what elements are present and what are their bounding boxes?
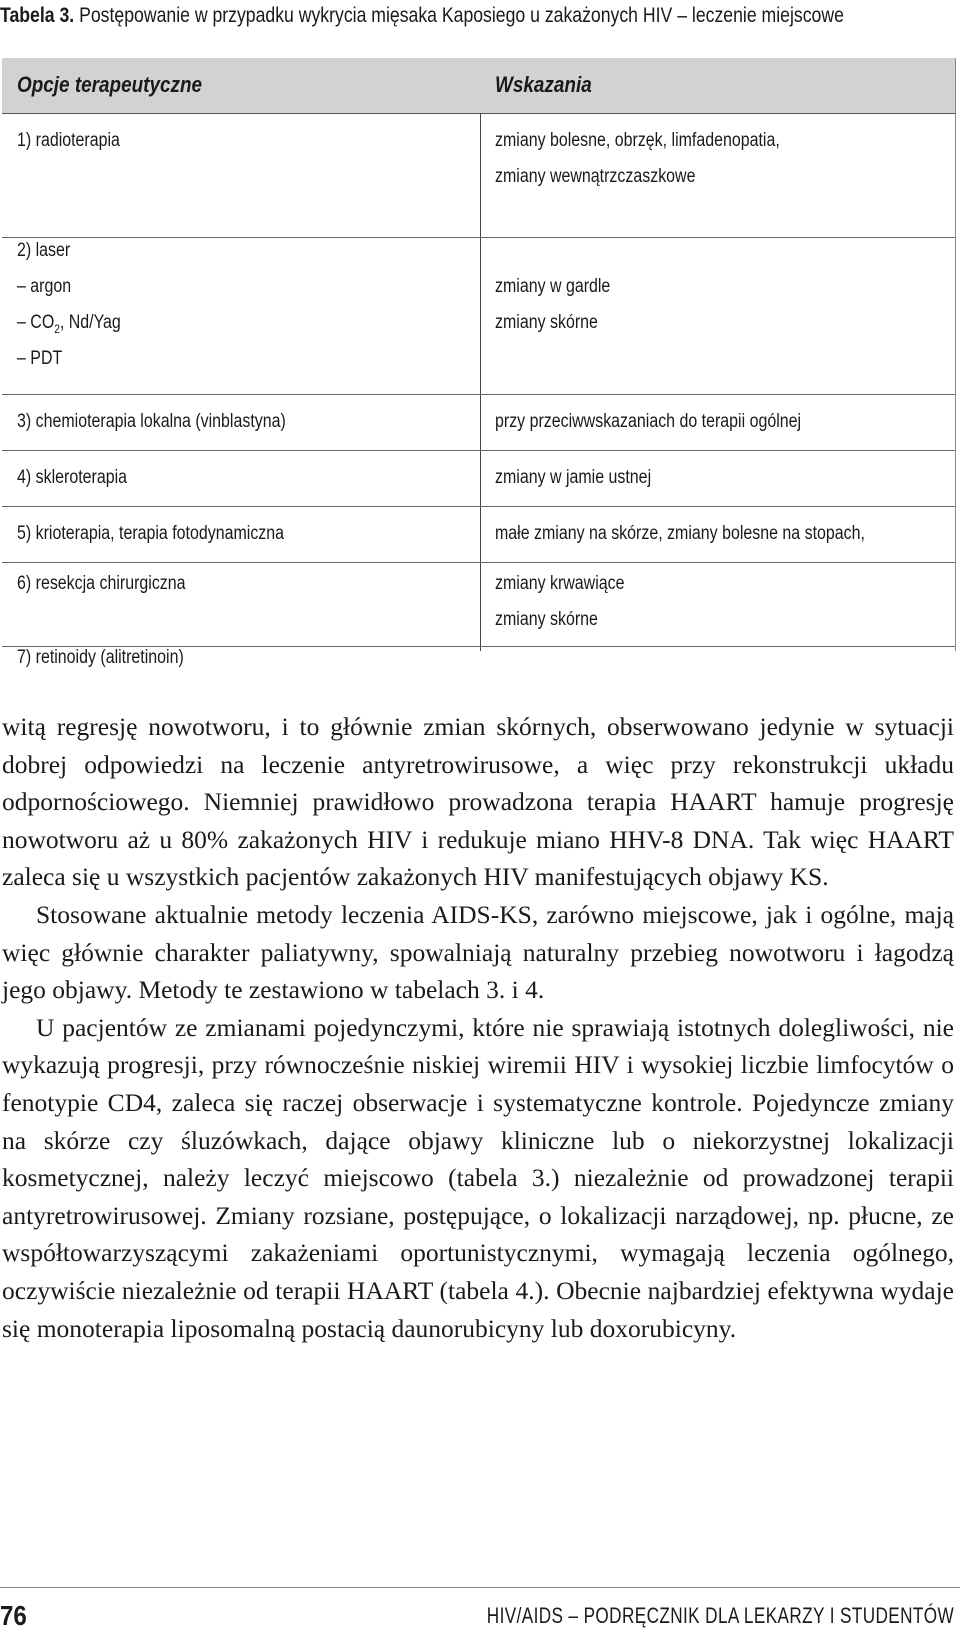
page-number: 76 — [0, 1600, 27, 1631]
table-caption-text: Postępowanie w przypadku wykrycia mięsaka Kaposiego u zakażonych HIV – leczenie miejscowe — [79, 4, 844, 27]
indication-cell: zmiany w jamie ustnej — [495, 467, 652, 488]
body-text — [2, 708, 954, 1347]
indication-cell: zmiany krwawiące zmiany skórne — [495, 573, 625, 630]
option-cell: 5) krioterapia, terapia fotodynamiczna — [17, 523, 285, 544]
option-cell: 2) laser – argon – $CO_2$, Nd/Yag – PDT — [17, 240, 121, 369]
treatment-table — [2, 58, 955, 668]
option-cell: 7) retinoidy (alitretinoin) — [17, 647, 184, 668]
table-row — [2, 450, 955, 507]
header-options: Opcje terapeutyczne — [17, 72, 203, 97]
indication-cell: zmiany w gardle zmiany skórne — [495, 276, 611, 333]
option-cell: 1) radioterapia — [17, 130, 120, 151]
paragraph: U pacjentów ze zmianami pojedynczymi, które nie sprawiają istotnych dolegliwości, nie wykazują progresji, przy równocześnie niskiej wiremii HIV i wysokiej liczbie limfocytów o fenotypie CD4, zaleca się raczej obserwacje i systematyczne kontrole. Pojedyncze zmiany na skórze czy śluzówkach, dające objawy kliniczne lub o niekorzystnej lokalizacji kosmetycznej, należy leczyć miejscowo (tabela 3.) niezależnie od prowadzonej terapii antyretrowirusowej. Zmiany rozsiane, postępujące, o lokalizacji narządowej, np. płucne, ze współtowarzyszącymi zakażeniami oportunistycznymi, wymagają leczenia ogólnego, oczywiście niezależnie od terapii HAART (tabela 4.). Obecnie najbardziej efektywna wydaje się monoterapia liposomalną postacią daunorubicyny lub doxorubicyny. — [2, 1012, 954, 1343]
running-title: HIV/AIDS – PODRĘCZNIK DLA LEKARZY I STUDENTÓW — [486, 1603, 954, 1628]
option-cell: 4) skleroterapia — [17, 467, 128, 488]
indication-cell: małe zmiany na skórze, zmiany bolesne na stopach, — [495, 523, 865, 544]
table-row — [2, 562, 955, 647]
table-row — [2, 506, 955, 563]
table-header-row — [2, 58, 955, 114]
table-row — [2, 113, 955, 238]
table-right-border — [955, 58, 956, 651]
paragraph: Stosowane aktualnie metody leczenia AIDS-KS, zarówno miejscowe, jak i ogólne, mają więc głównie charakter paliatywny, spowalniają naturalny przebieg nowotworu i łagodzą jego objawy. Metody te zestawiono w tabelach 3. i 4. — [2, 899, 954, 1005]
option-cell: 3) chemioterapia lokalna (vinblastyna) — [17, 411, 286, 432]
footer-divider — [0, 1587, 960, 1588]
indication-cell: przy przeciwwskazaniach do terapii ogólnej — [495, 411, 802, 432]
paragraph: witą regresję nowotworu, i to głównie zmian skórnych, obserwowano jedynie w sytuacji dobrej odpowiedzi na leczenie antyretrowirusowe, a więc przy rekonstrukcji układu odpornościowego. Niemniej prawidłowo prowadzona terapia HAART hamuje progresję nowotworu aż u 80% zakażonych HIV i redukuje miano HHV-8 DNA. Tak więc HAART zaleca się u wszystkich pacjentów zakażonych HIV manifestujących objawy KS. — [2, 712, 954, 892]
table-row — [2, 394, 955, 451]
option-cell: 6) resekcja chirurgiczna — [17, 573, 186, 594]
table-caption — [0, 4, 844, 28]
indication-cell: zmiany bolesne, obrzęk, limfadenopatia, zmiany wewnątrzczaszkowe — [495, 130, 780, 187]
table-row — [2, 237, 955, 395]
header-indications: Wskazania — [495, 72, 592, 97]
table-caption-label: Tabela 3. — [0, 4, 75, 27]
